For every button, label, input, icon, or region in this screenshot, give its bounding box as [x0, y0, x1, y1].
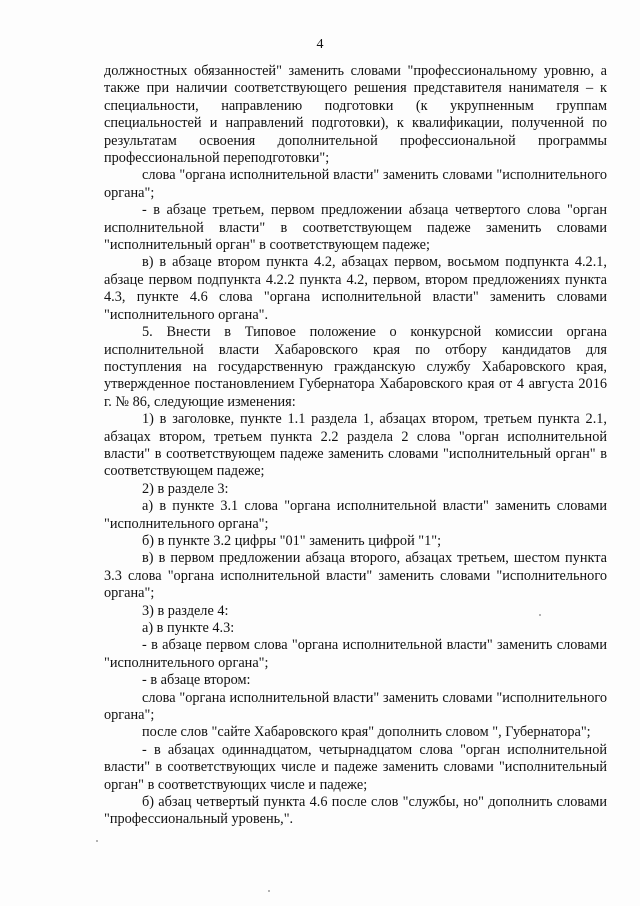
scan-speck [539, 614, 541, 616]
paragraph: - в абзацах одиннадцатом, четырнадцатом слова "орган исполнительной власти" в соответствующих числе и падеже заменить словами "исполнительный орган" в соответствующих числе и падеже; [104, 741, 607, 793]
paragraph: слова "органа исполнительной власти" заменить словами "исполнительного органа"; [104, 167, 607, 201]
paragraph: - в абзаце третьем, первом предложении абзаца четвертого слова "орган исполнительной власти" в соответствующем падеже заменить словами "исполнительный орган" в соответствующем падеже; [104, 202, 607, 254]
paragraph: 2) в разделе 3: [142, 480, 229, 497]
page-number: 4 [316, 37, 324, 52]
paragraph: в) в первом предложении абзаца второго, абзацах третьем, шестом пункта 3.3 слова "органа исполнительной власти" заменить словами "исполнительного органа"; [104, 550, 607, 602]
paragraph: 1) в заголовке, пункте 1.1 раздела 1, абзацах втором, третьем пункта 2.1, абзацах втором, третьем пункта 2.2 раздела 2 слова "орган исполнительной власти" в соответствующем падеже заменить словами "исполнительный орган" в соответствующем падеже; [104, 411, 607, 480]
paragraph: б) абзац четвертый пункта 4.6 после слов "службы, но" дополнить словами "профессиональный уровень,". [104, 794, 607, 828]
paragraph: 5. Внести в Типовое положение о конкурсной комиссии органа исполнительной власти Хабаровского края по отбору кандидатов для поступления на государственную гражданскую службу Хабаровского края, утвержденное постановлением Губернатора Хабаровского края от 4 августа 2016 г. № 86, следующие изменения: [104, 324, 607, 410]
paragraph: после слов "сайте Хабаровского края" дополнить словом ", Губернатора"; [142, 724, 591, 741]
paragraph: б) в пункте 3.2 цифры "01" заменить цифрой "1"; [142, 532, 442, 549]
paragraph: а) в пункте 3.1 слова "органа исполнительной власти" заменить словами "исполнительного органа"; [104, 498, 607, 532]
paragraph: а) в пункте 4.3: [142, 620, 235, 636]
document-body [104, 63, 607, 829]
scan-speck [268, 890, 270, 892]
paragraph: - в абзаце первом слова "органа исполнительной власти" заменить словами "исполнительного органа"; [104, 637, 607, 671]
paragraph: в) в абзаце втором пункта 4.2, абзацах первом, восьмом подпункта 4.2.1, абзаце первом подпункта 4.2.2 пункта 4.2, первом, втором предложениях пункта 4.3, пункте 4.6 слова "органа исполнительной власти" заменить словами "исполнительного органа". [104, 254, 607, 323]
scan-speck [96, 840, 98, 842]
paragraph: 3) в разделе 4: [142, 602, 229, 619]
paragraph: должностных обязанностей" заменить словами "профессиональному уровню, а также при наличии соответствующего решения представителя нанимателя – к специальности, направлению подготовки (к укрупненным группам специальностей и направлений подготовки), к квалификации, полученной по результатам освоения дополнительной профессиональной программы профессиональной переподготовки"; [104, 63, 607, 167]
paragraph: - в абзаце втором: [142, 672, 251, 689]
paragraph: слова "органа исполнительной власти" заменить словами "исполнительного органа"; [104, 689, 607, 724]
